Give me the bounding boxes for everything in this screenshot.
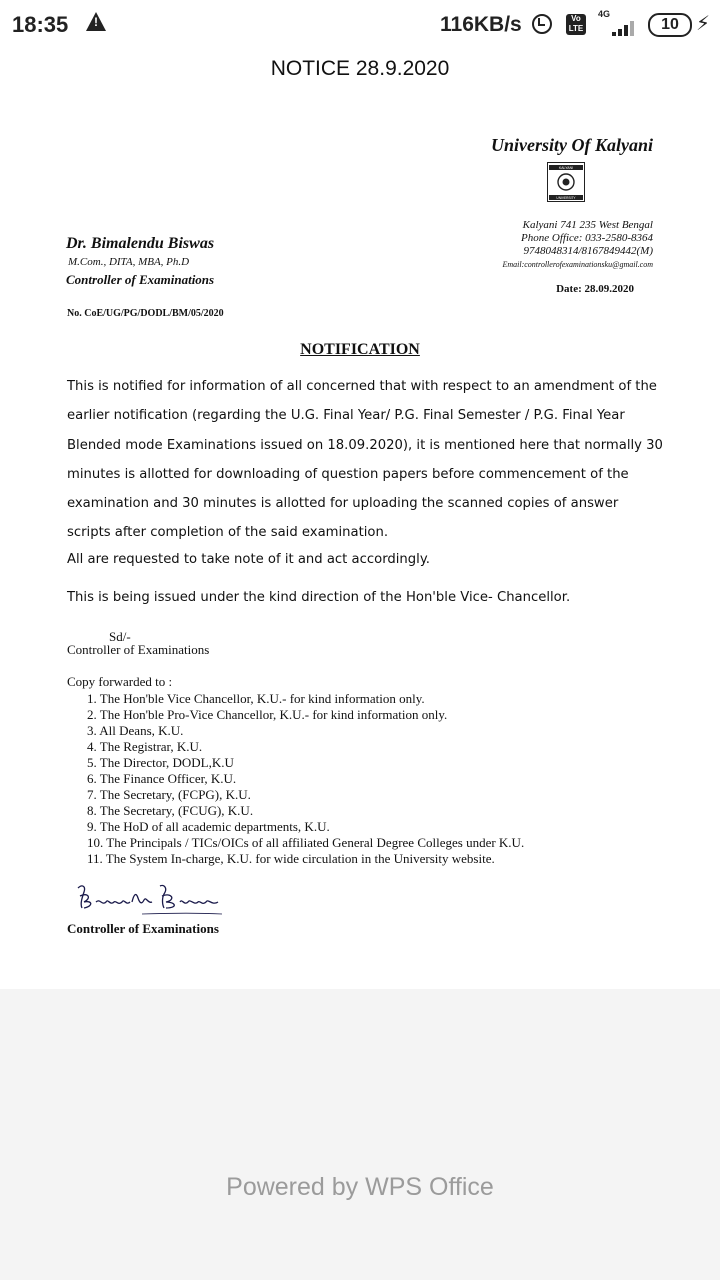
document-page[interactable] <box>0 52 720 989</box>
signatory-title-bold: Controller of Examinations <box>67 921 219 936</box>
list-item: 3. All Deans, K.U. <box>87 723 184 738</box>
email-address: Email:controllerofexaminationsku@gmail.com <box>502 260 653 269</box>
direction-line: This is being issued under the kind direction of the Hon'ble Vice- Chancellor. <box>67 590 571 605</box>
network-speed: 116KB/s <box>440 13 522 36</box>
status-bar <box>0 0 720 52</box>
list-item: 11. The System In-charge, K.U. for wide circulation in the University website. <box>87 851 495 866</box>
list-item: 6. The Finance Officer, K.U. <box>87 771 237 786</box>
list-item: 8. The Secretary, (FCUG), K.U. <box>87 803 254 818</box>
list-item: 1. The Hon'ble Vice Chancellor, K.U.- for kind information only. <box>87 691 425 706</box>
list-item: 7. The Secretary, (FCPG), K.U. <box>87 787 251 802</box>
recipient-list <box>87 691 524 867</box>
controller-name: Dr. Bimalendu Biswas <box>66 235 215 252</box>
network-type: 4G <box>598 9 611 19</box>
seal-bottom-text: UNIVERSITY <box>556 196 576 200</box>
address-line: Kalyani 741 235 West Bengal <box>522 219 653 231</box>
powered-by-label: Powered by WPS Office <box>226 1173 494 1201</box>
notice-date: Date: 28.09.2020 <box>556 283 634 295</box>
controller-degrees: M.Com., DITA, MBA, Ph.D <box>68 256 190 268</box>
signal-icon <box>598 20 636 36</box>
university-seal-icon <box>547 162 585 202</box>
copy-forwarded-label: Copy forwarded to : <box>67 674 173 689</box>
list-item: 9. The HoD of all academic departments, K.U. <box>87 819 330 834</box>
list-item: 10. The Principals / TICs/OICs of all affiliated General Degree Colleges under K.U. <box>87 835 525 850</box>
seal-top-text: KALYANI <box>558 166 574 170</box>
signatory-title: Controller of Examinations <box>67 642 210 657</box>
warning-icon <box>86 12 106 31</box>
university-address <box>423 219 653 271</box>
status-time: 18:35 <box>12 12 69 37</box>
request-line: All are requested to take note of it and act accordingly. <box>67 552 430 567</box>
list-item: 5. The Director, DODL,K.U <box>87 755 234 770</box>
list-item: 2. The Hon'ble Pro-Vice Chancellor, K.U.- for kind information only. <box>87 707 448 722</box>
handwritten-signature <box>72 880 232 920</box>
mobile-numbers: 9748048314/8167849442(M) <box>523 245 653 257</box>
document-title: NOTICE 28.9.2020 <box>270 57 450 80</box>
reference-number: No. CoE/UG/PG/DODL/BM/05/2020 <box>67 308 224 319</box>
university-name: University Of Kalyani <box>491 135 653 155</box>
controller-title: Controller of Examinations <box>66 272 215 287</box>
volte-icon: Vo LTE <box>566 14 586 35</box>
notification-heading: NOTIFICATION <box>300 341 420 358</box>
list-item: 4. The Registrar, K.U. <box>87 739 203 754</box>
notification-body: This is notified for information of all concerned that with respect to an amendment of the earlier notification (regarding the U.G. Final Year/ P.G. Final Semester / P.G. Final Year Blended mode Examinations issued on 18.09.2020), it is mentioned here that normally 30 minutes is allotted for downloading of question papers before commencement of the examination and 30 minutes is allotted for uploading the scanned copies of answer scripts after completion of the said examination. <box>67 379 663 541</box>
battery-icon: 10 <box>648 13 692 37</box>
alarm-icon <box>532 14 552 34</box>
phone-office: Phone Office: 033-2580-8364 <box>521 232 653 244</box>
signed-mark: Sd/- <box>109 629 131 644</box>
charging-icon: ⚡︎ <box>696 13 711 35</box>
